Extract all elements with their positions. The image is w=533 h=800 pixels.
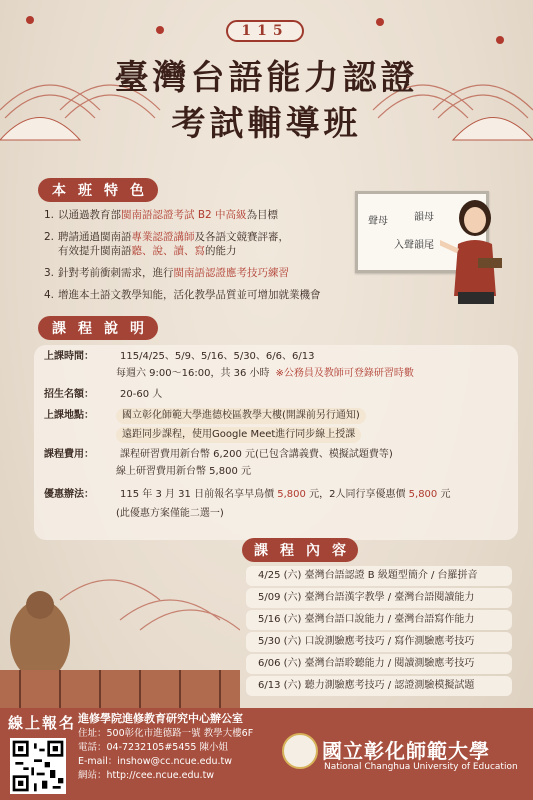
feature-item [44,230,344,258]
feature-number: 2. [44,231,55,243]
fee-label: 課程費用： [44,449,94,460]
discount-row [44,488,450,502]
phone: 電話：04-7232105#5455 陳小姐 [78,742,228,753]
schedule-row: 5/09 (六) 臺灣台語漢字教學 / 臺灣台語閱讀能力 [246,588,512,608]
page-subtitle: 考試輔導班 [171,104,362,144]
time-detail: 每週六 9:00～16:00，共 36 小時 [116,368,270,379]
place-online: 遠距同步課程，使用Google Meet進行同步線上授課 [116,427,361,443]
schedule-row: 5/30 (六) 口說測驗應考技巧 / 寫作測驗應考技巧 [246,632,512,652]
schedule-row: 5/16 (六) 臺灣台語口說能力 / 臺灣台語寫作能力 [246,610,512,630]
qr-code[interactable] [10,738,66,794]
contact-info [78,712,253,783]
feature-text: 聘請通過閩南語專業認證講師及各語文競賽評審， 有效提升閩南語聽、說、讀、寫的能力 [58,231,289,257]
fee-row2 [116,465,251,479]
feature-item [44,208,344,222]
discount-label: 優惠辦法： [44,489,94,500]
board-word: 韻母 [414,212,434,223]
feature-number: 1. [44,209,55,221]
schedule-list [246,566,512,698]
schedule-row: 4/25 (六) 臺灣台語認證 B 級題型簡介 / 台羅拼音 [246,566,512,586]
quota-value: 20-60 人 [120,389,163,400]
time-value: 115/4/25、5/9、5/16、5/30、6/6、6/13 [120,351,315,362]
feature-item [44,266,344,280]
university-name-en: National Changhua University of Education [324,762,518,772]
discount-text: 115 年 3 月 31 日前報名享早鳥價 5,800 元，2人同行享優惠價 5,800 元 [120,489,451,500]
feature-text: 增進本土語文教學知能，活化教學品質並可增加就業機會 [58,289,321,301]
place-label: 上課地點： [44,410,94,421]
page-title: 臺灣台語能力認證 [114,58,419,98]
time-label: 上課時間： [44,351,94,362]
fee-row [44,448,393,462]
schedule-row: 6/13 (六) 聽力測驗應考技巧 / 認證測驗模擬試題 [246,676,512,696]
teacher-illustration [440,196,510,306]
place-value: 國立彰化師範大學進德校區教學大樓(開課前另行通知) [116,408,366,424]
place-row [44,409,120,423]
feature-number: 4. [44,289,55,301]
email-link[interactable]: E-mail：inshow@cc.ncue.edu.tw [78,756,233,767]
year-badge: 115 [226,20,304,42]
schedule-row: 6/06 (六) 臺灣台語聆聽能力 / 閱讀測驗應考技巧 [246,654,512,674]
quota-row [44,388,162,402]
feature-text: 針對考前衝刺需求，進行閩南語認證應考技巧練習 [58,267,289,279]
feature-item [44,288,344,302]
address: 住址：500彰化市進德路一號 教學大樓6F [78,728,254,739]
signup-label: 線上報名 [8,714,77,732]
quota-label: 招生名額： [44,389,94,400]
time-detail-row [116,367,414,381]
time-note: ※公務員及教師可登錄研習時數 [275,368,414,379]
office-name: 進修學院進修教育研究中心辦公室 [78,712,243,725]
features-heading: 本班特色 [38,178,158,202]
feature-text: 以通過教育部閩南語認證考試 B2 中高級為目標 [58,209,279,221]
schedule-heading: 課程內容 [242,538,358,562]
board-word: 聲母 [368,216,388,227]
features-list [44,208,344,310]
university-logo-icon [282,733,318,769]
website-link[interactable]: 網站：http://cee.ncue.edu.tw [78,770,215,781]
fee-line1: 課程研習費用新台幣 6,200 元(已包含講義費、模擬試題費等) [120,449,393,460]
discount-note: (此優惠方案僅能二選一) [116,508,224,519]
fee-line2: 線上研習費用新台幣 5,800 元 [116,466,251,477]
feature-number: 3. [44,267,55,279]
buddha-temple-illustration [0,560,240,710]
time-row [44,350,314,364]
discount-note-row [116,507,224,521]
university-name: 國立彰化師範大學 [322,739,490,763]
course-heading: 課程說明 [38,316,158,340]
board-word: 入聲韻尾 [394,240,434,251]
